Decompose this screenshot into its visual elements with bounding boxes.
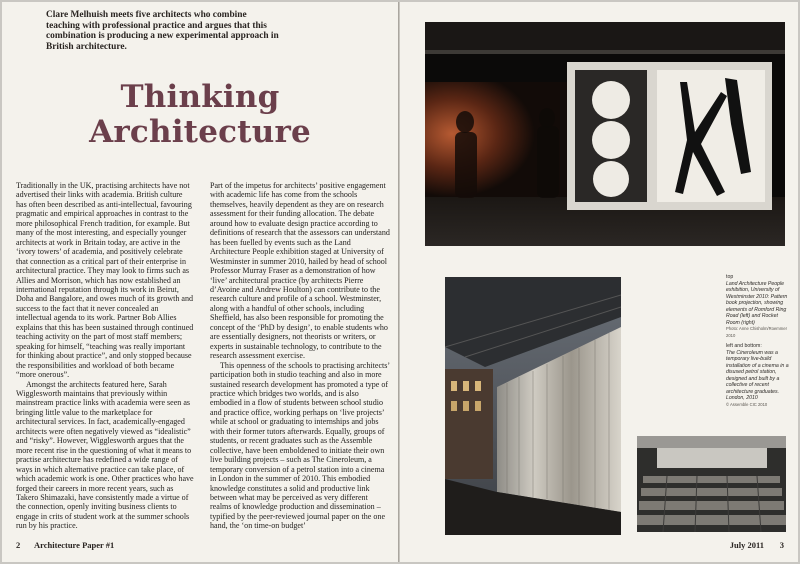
body-column-2	[210, 181, 390, 531]
cineroleum-photo	[445, 277, 621, 535]
standfirst: Clare Melhuish meets five architects who combine teaching with professional practice and argues that this combination is producing a new experimental approach in British architecture.	[46, 10, 279, 52]
body-paragraph: Amongst the architects featured here, Sarah Wigglesworth maintains that previously within mainstream practice links with academia were seen as bringing little value to the marketplace for architectural services. In fact, academically-engaged architects were often negatively viewed as “idealistic” and “risky”. However, Wigglesworth argues that the more recent rise in the questioning of what it means to practise architecture has redefined a wide range of ways in which alternative practice can take place, of which academic work is one. Other practices who have forged their careers in more recent years, such as Takero Shimazaki, have consistently made a virtue of the connection, openly inviting business clients to engage in crits of student work at the summer schools run by his practice.	[16, 379, 194, 531]
cinema-seating-photo	[637, 436, 786, 532]
body-paragraph: This openness of the schools to practising architects’ participation both in studio teaching and also in more sustained research development has promoted a type of practice which bridges two worlds, and is also embodied in a flow of students between school studio and practice office, working perhaps on ‘live projects’ while at school or graduating to internships and jobs with their former tutors afterwards. Equally, groups of students, or recent graduates such as the Assemble collective, have been emboldened to initiate their own live building projects – such as The Cineroleum, a temporary conversion of a petrol station into a cinema in London in the summer of 2010. This embodied knowledge constitutes a solid and productive link between what may be perceived as very different realms of knowledge production and dissemination – typified by the peer-reviewed journal paper on the one hand, the ‘on time-on budget’	[210, 360, 390, 531]
publication-title: Architecture Paper #1	[34, 540, 115, 550]
body-paragraph: Traditionally in the UK, practising architects have not advertised their links with academia. British culture has often been described as anti-intellectual, favouring pragmatic and empirical approaches in contrast to the more philosophical French tradition, for example. But many of the most interesting, and especially younger architects at work in Britain today, are active in the ‘ivory towers’ of academia, and positively celebrate that connection as a critical part of their enterprise in architectural practice. They may look to firms such as Allies and Morrison, which has now established an international reputation through its work in Beirut, Doha and Bangalore, and owes much of its growth and success to the fact that it never concealed an intellectual agenda to its work. Partner Bob Allies explains that this has been sustained through continued teaching activity on the part of most staff members; speaking for himself, “teaching was really important for thinking about practice”, and only stopped because the responsibilities and workload of both became “more onerous”.	[16, 181, 194, 380]
caption-top-credit: Photo: Anne Chisholm/Roemmer 2010	[726, 326, 787, 338]
right-page	[400, 2, 798, 562]
title-line-1: Thinking	[120, 79, 280, 115]
title-line-2: Architecture	[89, 114, 311, 150]
photo-captions	[726, 274, 790, 408]
article-title	[80, 80, 320, 150]
body-column-1	[16, 181, 194, 531]
caption-bottom-tag: left and bottom:	[726, 343, 762, 349]
body-paragraph: Part of the impetus for architects’ positive engagement with academic life has come from the schools themselves, heavily dependent as they are on research assessment for their funding allocation. The debate around how to evaluate design practice according to definitions of research that the assessors can understand has been fuelled by events such as the Land Architecture People exhibition staged at University of Westminster in summer 2010, hailed by head of school Professor Murray Fraser as a demonstration of how ‘live’ architectural practice (by architects Pierre d’Avoine and Andrew Houlton) can contribute to the research culture and profile of a school. Westminster, along with a handful of other schools, including Sheffield, has also been responsible for promoting the concept of the ‘PhD by design’, to enable students who are essentially designers, not theorists or writers, or experts in sustainable technology, to contribute to the research assessment exercise.	[210, 181, 390, 361]
page-number-right: 3	[779, 540, 784, 550]
caption-top-tag: top	[726, 274, 734, 280]
left-page	[2, 2, 398, 562]
caption-bottom-text: The Cineroleum was a temporary live-build installation of a cinema in a disused petrol station, designed and built by a collective of recent architecture graduates. London, 2010	[726, 349, 789, 401]
caption-top-text: Land Architecture People exhibition, University of Westminster 2010: Pattern book projection, showing elements of Romford Ring Road (left) and Rocket Room (right)	[726, 280, 788, 326]
page-number-left: 2	[16, 540, 21, 550]
issue-date: July 2011	[729, 540, 764, 550]
caption-bottom-credit: © Assemble CIC 2010	[726, 401, 768, 407]
exhibition-photo	[425, 22, 785, 246]
